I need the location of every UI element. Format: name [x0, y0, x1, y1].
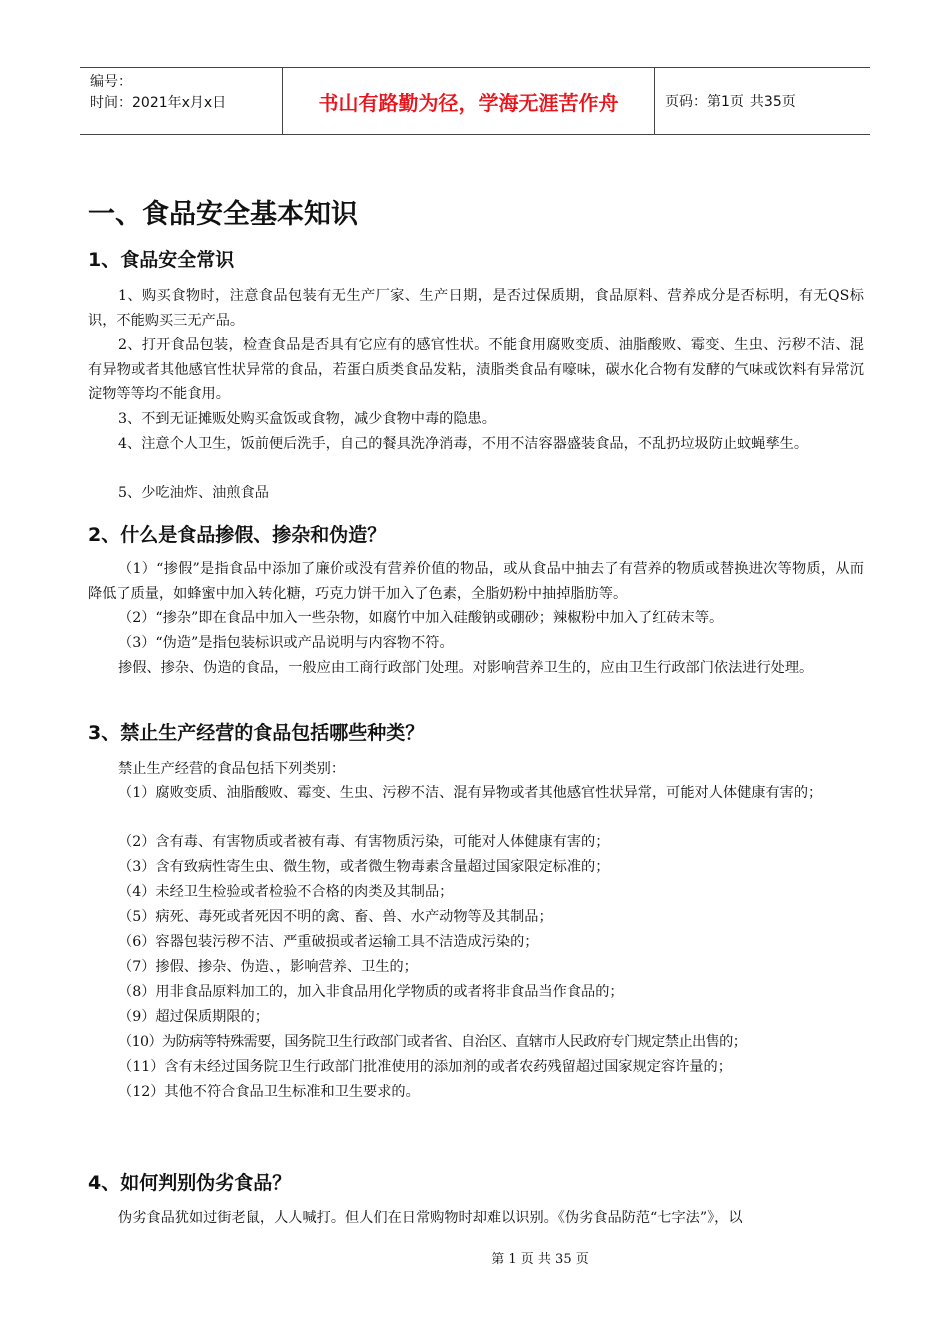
paragraph: 掺假、掺杂、伪造的食品，一般应由工商行政部门处理。对影响营养卫生的，应由卫生行政部门依法进行处理。 [118, 660, 814, 676]
list-item: （4）未经卫生检验或者检验不合格的肉类及其制品； [118, 884, 454, 900]
list-item: （9）超过保质期限的； [118, 1009, 269, 1025]
header-page-info [655, 68, 870, 134]
section-heading: 3、禁止生产经营的食品包括哪些种类？ [88, 722, 425, 744]
paragraph: （3）“伪造”是指包装标识或产品说明与内容物不符。 [118, 635, 454, 651]
paragraph: 禁止生产经营的食品包括下列类别： [118, 761, 346, 777]
paragraph: 5、少吃油炸、油煎食品 [118, 485, 269, 501]
paragraph: 3、不到无证摊贩处购买盒饭或食物，减少食物中毒的隐患。 [118, 411, 496, 427]
header-info [80, 68, 283, 134]
list-item: （1）腐败变质、油脂酸败、霉变、生虫、污秽不洁、混有异物或者其他感官性状异常，可能对人体健康有害的； [118, 785, 823, 801]
page-total-label: 共35页 [749, 94, 796, 110]
page-footer: 第 1 页 共 35 页 [491, 1252, 589, 1267]
paragraph: 1、购买食物时，注意食品包装有无生产厂家、生产日期，是否过保质期，食品原料、营养成分是否标明，有无QS标识，不能购买三无产品。 [88, 288, 864, 329]
list-item: （10）为防病等特殊需要，国务院卫生行政部门或者省、自治区、直辖市人民政府专门规定禁止出售的； [118, 1034, 747, 1050]
section-heading: 1、食品安全常识 [88, 249, 235, 271]
paragraph: （1）“掺假”是指食品中添加了廉价或没有营养价值的物品，或从食品中抽去了有营养的物质或替换进次等物质，从而降低了质量，如蜂蜜中加入转化糖，巧克力饼干加入了色素，全脂奶粉中抽掉脂肪等。 [88, 561, 864, 602]
paragraph: （2）“掺杂”即在食品中加入一些杂物，如腐竹中加入硅酸钠或硼砂；辣椒粉中加入了红砖末等。 [118, 610, 724, 626]
page-header [80, 67, 870, 135]
list-item: （12）其他不符合食品卫生标准和卫生要求的。 [118, 1084, 420, 1100]
header-motto: 书山有路勤为径，学海无涯苦作舟 [283, 68, 655, 134]
section-heading: 4、如何判别伪劣食品？ [88, 1172, 292, 1194]
list-item: （3）含有致病性寄生虫、微生物，或者微生物毒素含量超过国家限定标准的； [118, 859, 610, 875]
list-item: （7）掺假、掺杂、伪造、，影响营养、卫生的； [118, 959, 418, 975]
list-item: （5）病死、毒死或者死因不明的禽、畜、兽、水产动物等及其制品； [118, 909, 553, 925]
page-number-label: 页码：第1页 [665, 94, 744, 110]
list-item: （2）含有毒、有害物质或者被有毒、有害物质污染，可能对人体健康有害的； [118, 834, 610, 850]
paragraph: 2、打开食品包装，检查食品是否具有它应有的感官性状。不能食用腐败变质、油脂酸败、霉变、生虫、污秽不洁、混有异物或者其他感官性状异常的食品，若蛋白质类食品发粘，渍脂类食品有嚎味，碳水化合物有发酵的气味或饮料有异常沉淀物等等均不能食用。 [88, 337, 864, 402]
document-title: 一、食品安全基本知识 [88, 199, 358, 230]
section-heading: 2、什么是食品掺假、掺杂和伪造？ [88, 524, 387, 546]
document-time-label: 时间：2021年x月x日 [90, 95, 227, 111]
list-item: （11）含有未经过国务院卫生行政部门批准使用的添加剂的或者农药残留超过国家规定容许量的； [118, 1059, 732, 1075]
paragraph: 4、注意个人卫生，饭前便后洗手，自己的餐具洗净消毒，不用不洁容器盛装食品，不乱扔垃圾防止蚊蝇孳生。 [118, 436, 809, 452]
list-item: （6）容器包装污秽不洁、严重破损或者运输工具不洁造成污染的； [118, 934, 539, 950]
list-item: （8）用非食品原料加工的，加入非食品用化学物质的或者将非食品当作食品的； [118, 984, 624, 1000]
paragraph: 伪劣食品犹如过街老鼠，人人喊打。但人们在日常购物时却难以识别。《伪劣食品防范“七字法”》，以 [118, 1210, 743, 1226]
document-number-label: 编号： [90, 74, 132, 90]
